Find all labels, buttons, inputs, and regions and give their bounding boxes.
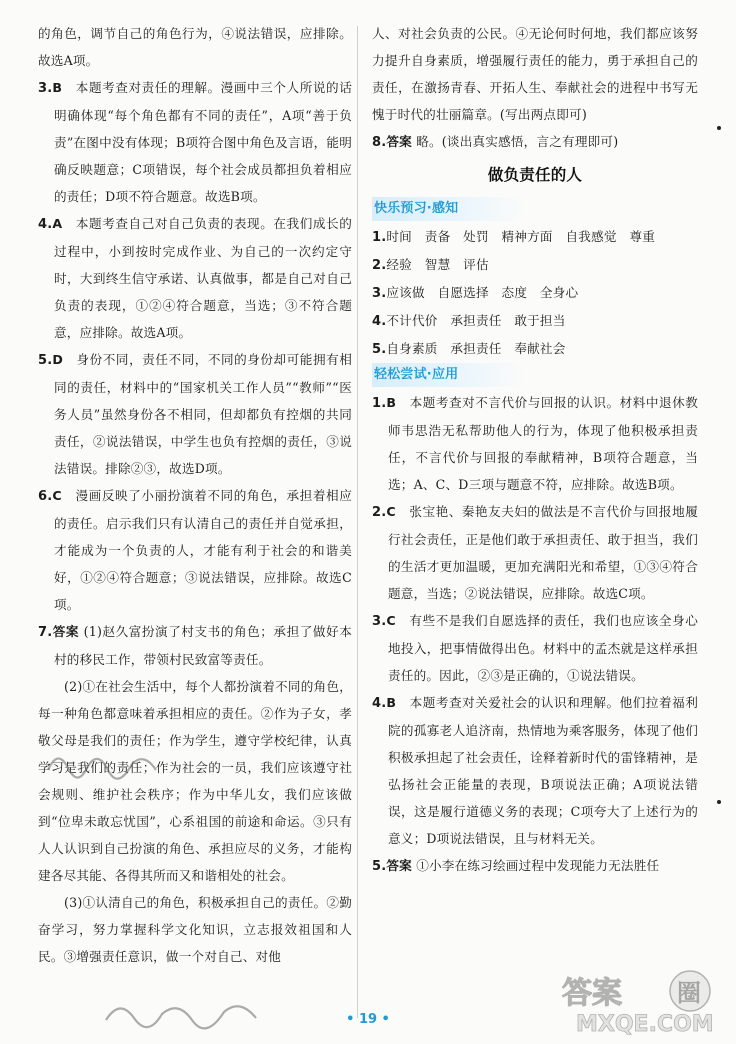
column-divider bbox=[357, 26, 358, 1018]
continued-text: 人、对社会负责的公民。④无论何时何地，我们都应该努力提升自身素质，增强履行责任的能力，勇于承担自己的责任，在激扬青春、开拓人生、奉献社会的进程中书写无愧于时代的壮丽篇章。(写出两点即可) bbox=[372, 26, 698, 122]
practice-answer-4: 4.B 本题考查对关爱社会的认识和理解。他们拉着福利院的孤寡老人追济南，热情地为乘客服务，体现了他们积极承担起了社会责任，诠释着新时代的雷锋精神，是弘扬社会正能量的表现，B项说法正确；A项说法错误，这是履行道德义务的表现；C项夸大了上述行为的意义；D项说法错误，且与材料无关。 bbox=[372, 695, 698, 846]
margin-dot bbox=[717, 126, 721, 130]
answer-item-4: 4.A 本题考查自己对自己负责的表现。在我们成长的过程中，小到按时完成作业、为自己的一次约定守时，大到终生信守承诺、认真做事，都是自己对自己负责的表现，①②④符合题意，当选；③不符合题意，应排除。故选A项。 bbox=[38, 216, 353, 340]
svg-text:答案: 答案 bbox=[562, 976, 622, 1011]
watermark-logo bbox=[558, 965, 718, 1037]
continued-text: 的角色，调节自己的角色行为，④说法错误，应排除。故选A项。 bbox=[38, 26, 352, 68]
practice-answer-1: 1.B 本题考查对不言代价与回报的认识。材料中退休教师韦思浩无私帮助他人的行为，体现了他积极承担责任，不言代价与回报的奉献精神，B项符合题意，当选；A、C、D三项与题意不符，应排除。故选B项。 bbox=[372, 395, 698, 492]
svg-text:圈: 圈 bbox=[677, 979, 701, 1007]
practice-answer-3: 3.C 有些不是我们自愿选择的责任，我们也应该全身心地投入，把事情做得出色。材料中的孟杰就是这样承担责任的。因此，②③是正确的，①说法错误。 bbox=[372, 613, 698, 683]
preview-answer-4: 4.不计代价 承担责任 敢于担当 bbox=[372, 313, 566, 329]
section-banner-preview: 快乐预习·感知 bbox=[372, 197, 524, 221]
right-column bbox=[372, 20, 698, 880]
preview-answer-1: 1.时间 责备 处罚 精神方面 自我感觉 尊重 bbox=[372, 229, 656, 245]
section-title: 做负责任的人 bbox=[487, 166, 583, 184]
section-banner-practice: 轻松尝试·应用 bbox=[372, 363, 524, 387]
answer-item-7-part-3: (3)①认清自己的角色，积极承担自己的责任。②勤奋学习，努力掌握科学文化知识，立志报效祖国和人民。③增强责任意识，做一个对自己、对他 bbox=[38, 895, 352, 964]
svg-text:MXQE.COM: MXQE.COM bbox=[576, 1012, 714, 1037]
answer-item-7-part-2: (2)①在社会生活中，每个人都扮演着不同的角色，每一种角色都意味着承担相应的责任。②作为子女，孝敬父母是我们的责任；作为学生，遵守学校纪律，认真学习是我们的责任；作为社会的一员，我们应该遵守社会规则、维护社会秩序；作为中华儿女，我们应该做到“位卑未敢忘忧国”，心系祖国的前途和命运。③只有人人认识到自己扮演的角色、承担应尽的义务，才能构建各尽其能、各得其所而又和谐相处的社会。 bbox=[38, 679, 352, 883]
scribble-mark bbox=[44, 740, 164, 786]
preview-answer-3: 3.应该做 自愿选择 态度 全身心 bbox=[372, 285, 579, 301]
left-column bbox=[38, 20, 352, 970]
answer-item-5: 5.D 身份不同，责任不同，不同的身份却可能拥有相同的责任，材料中的“国家机关工作人员”“教师”“医务人员”虽然身份各不相同，但却都负有控烟的共同责任，②说法错误，中学生也负有控烟的责任，③说法错误。排除②③，故选D项。 bbox=[38, 352, 353, 476]
answer-item-6: 6.C 漫画反映了小丽扮演着不同的角色，承担着相应的责任。启示我们只有认清自己的责任并自觉承担，才能成为一个负责的人，才能有利于社会的和谐美好，①②④符合题意；③说法错误，应排除。故选C项。 bbox=[38, 488, 353, 612]
preview-answer-2: 2.经验 智慧 评估 bbox=[372, 257, 489, 273]
answer-item-7: 7.答案 (1)赵久富扮演了村支书的角色；承担了做好本村的移民工作，带领村民致富等责任。 bbox=[38, 624, 352, 667]
answer-item-8: 8.答案 略。(谈出真实感悟，言之有理即可) bbox=[372, 134, 619, 150]
preview-answer-5: 5.自身素质 承担责任 奉献社会 bbox=[372, 341, 566, 357]
answer-item-3: 3.B 本题考查对责任的理解。漫画中三个人所说的话明确体现“每个角色都有不同的责任”，A项“善于负责”在图中没有体现；B项符合图中角色及言语，能明确反映题意；C项错误，每个社会成员都担负着相应的责任；D项不符合题意。故选B项。 bbox=[38, 80, 353, 204]
practice-answer-2: 2.C 张宝艳、秦艳友夫妇的做法是不言代价与回报地履行社会责任，正是他们敢于承担责任、敢于担当，我们的生活才更加温暖，更加充满阳光和希望，①③④符合题意，当选；②说法错误，应排除。故选C项。 bbox=[372, 504, 698, 601]
practice-answer-5: 5.答案 ①小李在练习绘画过程中发现能力无法胜任 bbox=[372, 858, 660, 874]
page-number: • 19 • bbox=[346, 1012, 390, 1027]
margin-dot bbox=[717, 800, 721, 804]
